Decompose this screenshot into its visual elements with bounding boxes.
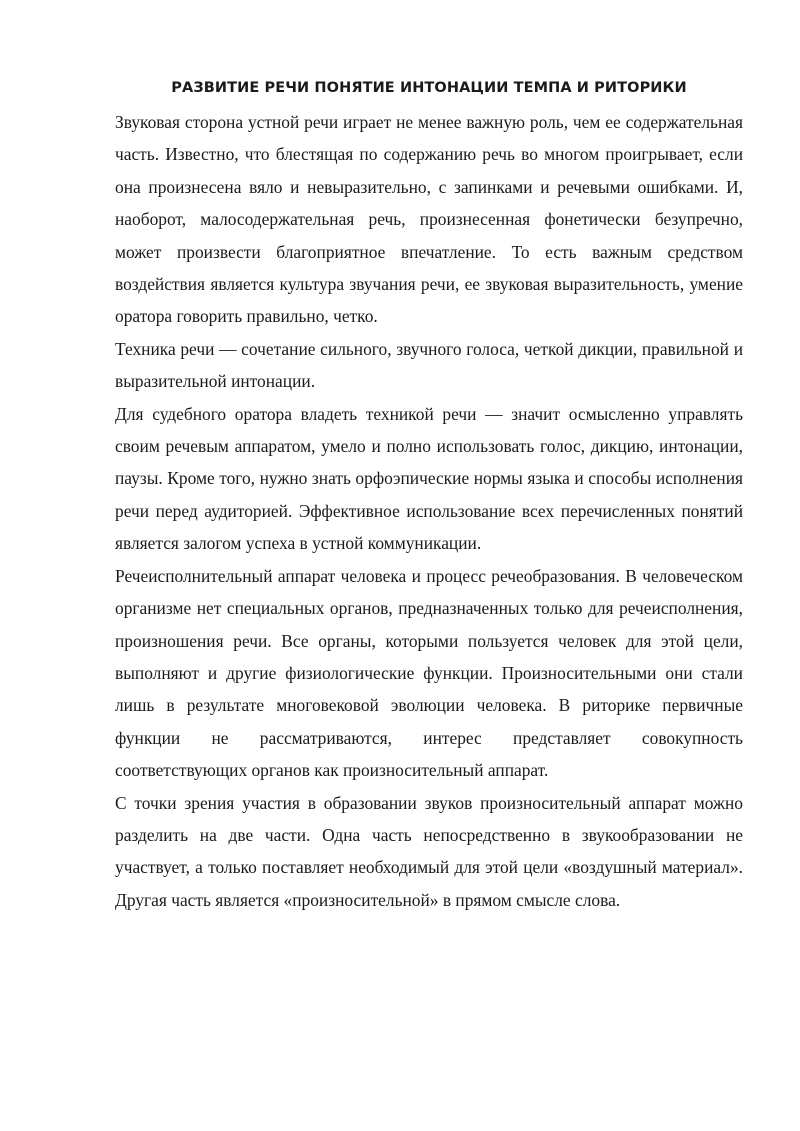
paragraph-5: С точки зрения участия в образовании звуков произносительный аппарат можно разделить на две части. Одна часть непосредственно в звукообразовании не участвует, а только поставляет необходимый для этой цели «воздушный материал». Другая часть является «произносительной» в прямом смысле слова. xyxy=(115,792,743,910)
paragraph-3: Для судебного оратора владеть техникой речи — значит осмысленно управлять своим речевым аппаратом, умело и полно использовать голос, дикцию, интонации, паузы. Кроме того, нужно знать орфоэпические нормы языка и способы исполнения речи перед аудиторией. Эффективное использование всех перечисленных понятий является залогом успеха в устной коммуникации. xyxy=(115,403,743,554)
document-page xyxy=(115,76,743,916)
paragraph-1: Звуковая сторона устной речи играет не менее важную роль, чем ее содержательная часть. Известно, что блестящая по содержанию речь во многом проигрывает, если она произнесена вяло и невыразительно, с запинками и речевыми ошибками. И, наоборот, малосодержательная речь, произнесенная фонетически безупречно, может произвести благоприятное впечатление. То есть важным средством воздействия является культура звучания речи, ее звуковая выразительность, умение оратора говорить правильно, четко. xyxy=(115,112,743,327)
paragraph-2: Техника речи — сочетание сильного, звучного голоса, четкой дикции, правильной и выразительной интонации. xyxy=(115,338,743,392)
document-title: РАЗВИТИЕ РЕЧИ ПОНЯТИЕ ИНТОНАЦИИ ТЕМПА И РИТОРИКИ xyxy=(171,80,687,96)
paragraph-4: Речеисполнительный аппарат человека и процесс речеобразования. В человеческом организме нет специальных органов, предназначенных только для речеисполнения, произношения речи. Все органы, которыми пользуется человек для этой цели, выполняют и другие физиологические функции. Произносительными они стали лишь в результате многовековой эволюции человека. В риторике первичные функции не рассматриваются, интерес представляет совокупность соответствующих органов как произносительный аппарат. xyxy=(115,565,743,781)
